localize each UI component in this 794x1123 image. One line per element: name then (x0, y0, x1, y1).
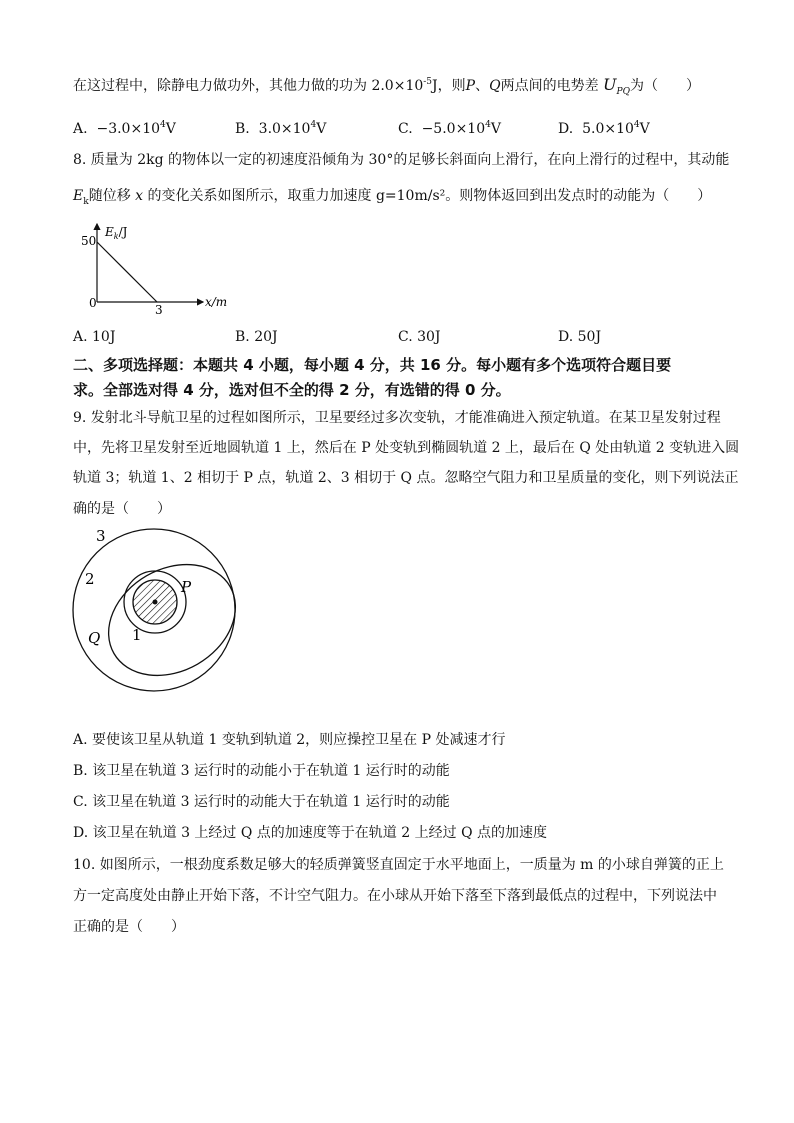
option-exp: 4 (485, 120, 491, 130)
q10-stem-line1: 10. 如图所示，一根劲度系数足够大的轻质弹簧竖直固定于水平地面上，一质量为 m 的小球自弹簧的正上 (73, 857, 724, 873)
option-unit: V (316, 121, 327, 137)
q7-point-q: Q (489, 78, 501, 94)
y-tick-50: 50 (81, 234, 97, 248)
q7-sep: 、 (475, 78, 490, 94)
option-label: A. (73, 121, 88, 137)
point-p-label: P (181, 578, 192, 596)
origin-label: 0 (89, 296, 97, 310)
orbit-1-label: 1 (132, 626, 142, 644)
q10-stem-line3: 正确的是（ ） (73, 919, 185, 935)
q10-stem-line2: 方一定高度处由静止开始下落，不计空气阻力。在小球从开始下落至下落到最低点的过程中，下列说法中 (73, 888, 717, 904)
q7-point-p: P (465, 78, 476, 94)
option-label: C. (398, 121, 413, 137)
q7-option-a[interactable] (73, 115, 176, 139)
option-base: 3.0×10 (258, 121, 311, 137)
orbit-2-label: 2 (85, 570, 95, 588)
q8-option-a[interactable]: A. 10J (73, 329, 116, 345)
q8-option-d[interactable]: D. 50J (558, 329, 602, 345)
q8-x-symbol: x (135, 188, 144, 204)
q7-stem-end: 为（ ） (629, 78, 700, 94)
ek-x-line (97, 242, 157, 302)
q9-stem-line4: 确的是（ ） (73, 501, 171, 517)
point-q-label: Q (88, 629, 101, 647)
q8-text-a: 随位移 (88, 188, 136, 204)
q7-work-unit: J，则 (432, 78, 466, 94)
q9-orbit-figure (68, 524, 243, 694)
earth-center-dot (153, 600, 158, 605)
q7-potential-symbol: $U_{PQ}$ (603, 75, 630, 97)
x-tick-3: 3 (155, 303, 163, 317)
option-base: −5.0×10 (421, 121, 486, 137)
q9-stem-line3: 轨道 3；轨道 1、2 相切于 P 点，轨道 2、3 相切于 Q 点。忽略空气阻力和卫星质量的变化，则下列说法正 (73, 470, 739, 486)
q8-option-b[interactable]: B. 20J (235, 329, 278, 345)
q8-option-c[interactable]: C. 30J (398, 329, 441, 345)
option-unit: V (490, 121, 501, 137)
orbit-3-label: 3 (96, 527, 106, 545)
section2-heading-line2: 求。全部选对得 4 分，选对但不全的得 2 分，有选错的得 0 分。 (73, 381, 511, 399)
q8-stem-line2 (73, 186, 711, 212)
q7-stem (73, 72, 700, 102)
option-unit: V (639, 121, 650, 137)
q7-work-value: $2.0\times 10^{-5}$ (371, 77, 433, 94)
option-exp: 4 (633, 120, 640, 130)
q8-graph (75, 220, 245, 320)
q7-stem-text-2: 两点间的电势差 (500, 78, 599, 94)
q8-text-b: 的变化关系如图所示，取重力加速度 g=10m/s²。则物体返回到出发点时的动能为（ ） (143, 188, 712, 204)
q9-option-c[interactable]: C. 该卫星在轨道 3 运行时的动能大于在轨道 1 运行时的动能 (73, 794, 450, 810)
q8-ek-sub: k (83, 197, 89, 207)
option-exp: 4 (310, 120, 317, 130)
section2-heading-line1: 二、多项选择题：本题共 4 小题，每小题 4 分，共 16 分。每小题有多个选项符合题目要 (73, 356, 672, 374)
q9-option-d[interactable]: D. 该卫星在轨道 3 上经过 Q 点的加速度等于在轨道 2 上经过 Q 点的加速度 (73, 825, 547, 841)
q8-stem-line1: 8. 质量为 2kg 的物体以一定的初速度沿倾角为 30°的足够长斜面向上滑行，在向上滑行的过程中，其动能 (73, 152, 730, 168)
option-base: 5.0×10 (582, 121, 634, 137)
option-exp: 4 (160, 120, 166, 130)
option-base: −3.0×10 (96, 121, 161, 137)
q9-option-a[interactable]: A. 要使该卫星从轨道 1 变轨到轨道 2，则应操控卫星在 P 处减速才行 (73, 732, 506, 748)
option-unit: V (165, 121, 176, 137)
q7-option-c[interactable] (398, 115, 501, 139)
q9-stem-line1: 9. 发射北斗导航卫星的过程如图所示，卫星要经过多次变轨，才能准确进入预定轨道。在某卫星发射过程 (73, 410, 721, 426)
q9-option-b[interactable]: B. 该卫星在轨道 3 运行时的动能小于在轨道 1 运行时的动能 (73, 763, 450, 779)
q7-option-b[interactable] (235, 115, 326, 139)
option-label: D. (558, 121, 574, 137)
q7-stem-text: 在这过程中，除静电力做功外，其他力做的功为 (73, 78, 367, 94)
q8-ek-symbol: E (73, 188, 84, 204)
q9-stem-line2: 中，先将卫星发射至近地圆轨道 1 上，然后在 P 处变轨到椭圆轨道 2 上，最后在 Q 处由轨道 2 变轨进入圆 (73, 440, 740, 456)
y-axis-label: $E_k/J$ (105, 225, 128, 241)
option-label: B. (235, 121, 250, 137)
q7-option-d[interactable] (558, 115, 650, 139)
x-axis-label: x/m (205, 295, 228, 309)
